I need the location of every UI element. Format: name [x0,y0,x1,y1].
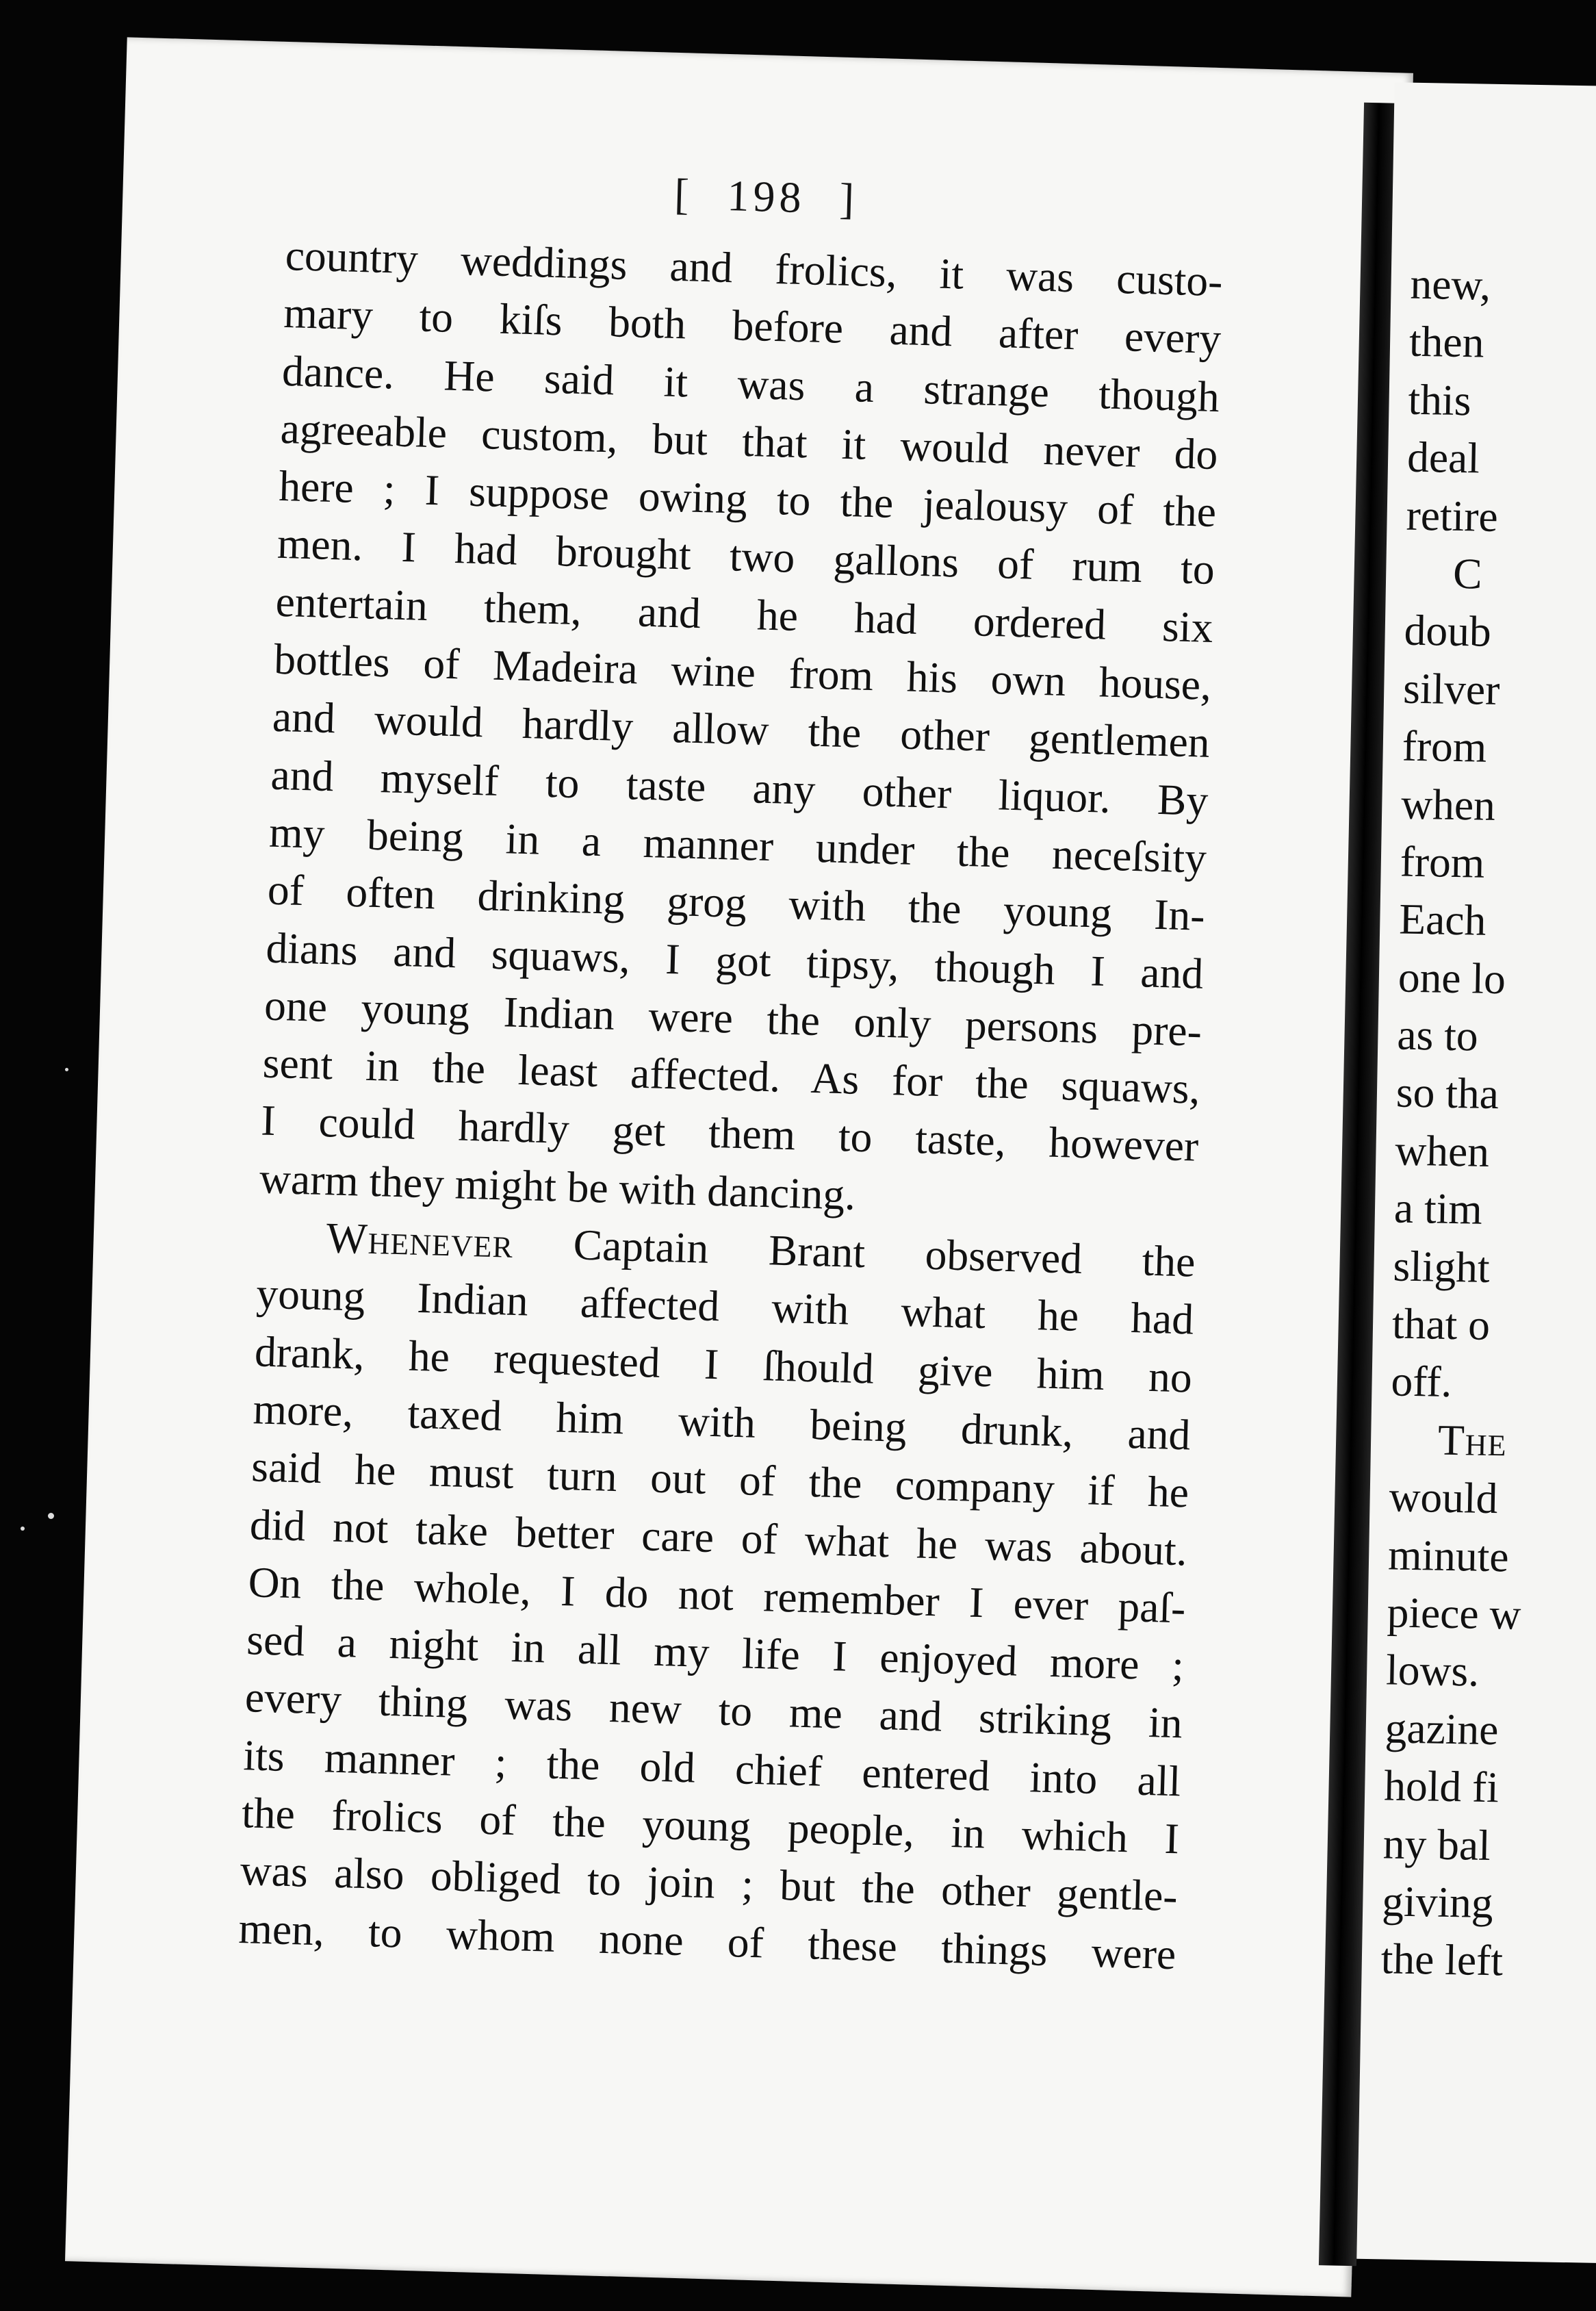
facing-line-fragment: the left [1380,1934,1504,1985]
small-caps-word: Whenever [325,1213,515,1267]
facing-line-fragment: silver [1402,663,1500,714]
text-line: its manner ; the old chief entered into all [242,1730,1182,1806]
facing-line-fragment: from [1400,837,1485,887]
facing-line-fragment: as to [1396,1010,1479,1060]
facing-line-fragment: lows. [1385,1645,1480,1696]
facing-line-fragment: piece w [1387,1587,1522,1639]
text-line: country weddings and frolics, it was custo- [284,230,1224,306]
facing-line-fragment: hold fi [1383,1761,1500,1812]
close-bracket: ] [838,174,859,224]
facing-line-fragment: so tha [1395,1067,1500,1119]
facing-line-fragment: off. [1391,1356,1453,1407]
facing-line-fragment: ny bal [1382,1818,1491,1869]
facing-line-fragment: new, [1410,259,1491,309]
facing-line-fragment: from [1402,721,1487,771]
text-line: dians and squaws, I got tipsy, though I and [265,923,1205,998]
scan-speck [21,1527,25,1531]
facing-line-fragment: doub [1404,605,1492,656]
text-line: On the whole, I do not remember I ever paſ- [247,1557,1187,1633]
facing-page-cropped [1356,82,1596,2263]
text-line: every thing was new to me and striking in [244,1672,1183,1748]
text-line: my being in a manner under the neceſsity [268,807,1207,882]
text-line: was also obliged to join ; but the other gentle- [240,1846,1179,1921]
facing-line-fragment: one lo [1398,952,1506,1003]
text-line: drank, he requested I ſhould give him no [254,1326,1193,1402]
facing-line-fragment: slight [1392,1241,1491,1292]
facing-line-fragment: when [1400,779,1496,830]
text-line: men, to whom none of these things were [237,1903,1177,1978]
text-line: said he must turn out of the company if he [250,1442,1189,1517]
text-line: of often drinking grog with the young In- [267,865,1206,941]
left-page [65,37,1413,2297]
facing-line-fragment: C [1452,548,1483,598]
facing-line-fragment: Each [1398,894,1486,945]
text-line: sent in the least affected. As for the squaws, [262,1038,1201,1113]
text-line: one young Indian were the only persons pre- [263,980,1202,1056]
facing-line-fragment: this [1408,374,1472,425]
text-line: agreeable custom, but that it would never do [279,403,1219,478]
text-line: I could hardly get them to taste, however [260,1095,1200,1171]
text-line: and would hardly allow the other gentlemen [272,692,1211,767]
facing-line-fragment: retire [1406,490,1499,541]
text-line: bottles of Madeira wine from his own house, [273,634,1212,710]
text-run: Captain Brant observed the [513,1218,1196,1286]
facing-line-fragment: when [1394,1125,1490,1176]
scan-speck [65,1068,68,1071]
open-bracket: [ [673,169,694,219]
body-text [237,227,1223,1983]
paragraph-end-line: warm they might be with dancing. [259,1153,857,1219]
scan-speck [48,1513,54,1519]
facing-line-fragment: that o [1391,1299,1491,1349]
facing-line-fragment: giving [1381,1876,1494,1928]
text-line: entertain them, and he had ordered six [274,576,1214,652]
text-line: men. I had brought two gallons of rum to [276,519,1215,594]
facing-line-fragment: then [1408,317,1485,367]
facing-line-fragment: minute [1387,1530,1510,1581]
text-line: dance. He said it was a strange though [281,346,1220,421]
text-line: did not take better care of what he was about. [249,1499,1188,1575]
facing-page-text [1380,255,1545,1991]
facing-line-fragment: a tim [1393,1183,1483,1234]
text-line: more, taxed him with being drunk, and [252,1384,1192,1459]
text-line: mary to kiſs both before and after every [283,288,1222,363]
text-line: the frolics of the young people, in which I [241,1788,1180,1863]
facing-line-fragment: deal [1406,432,1480,483]
page-number: 198 [726,170,806,222]
facing-line-fragment: would [1389,1472,1499,1523]
facing-line-fragment: gazine [1385,1703,1500,1754]
facing-line-fragment: The [1437,1415,1508,1466]
text-line: young Indian affected with what he had [255,1268,1195,1344]
text-line: sed a night in all my life I enjoyed more ; [246,1615,1185,1690]
text-line: here ; I suppose owing to the jealousy of the [278,461,1217,537]
text-line: and myself to taste any other liquor. By [270,750,1209,825]
